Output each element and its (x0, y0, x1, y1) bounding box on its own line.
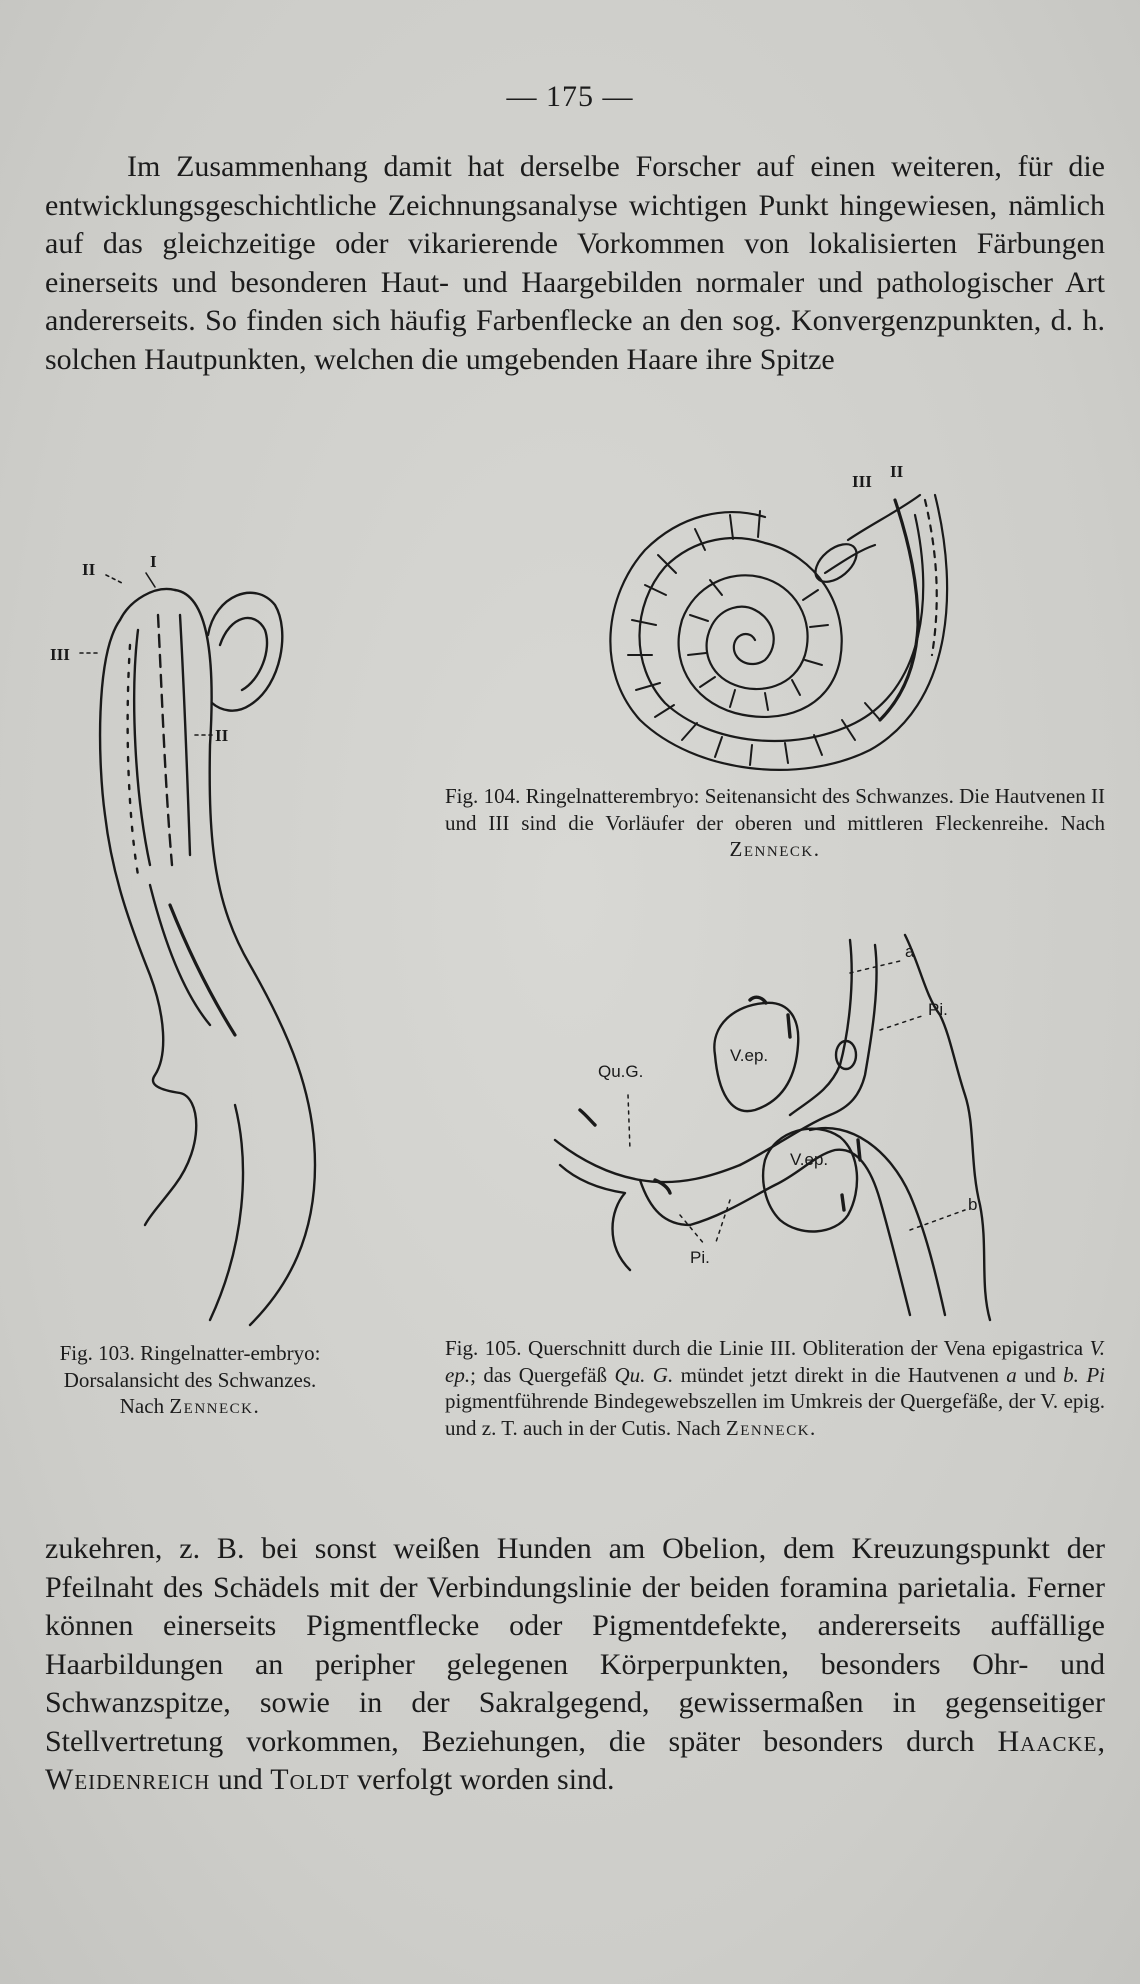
paragraph-top (45, 148, 1105, 379)
fig103-label-side-iii: III (50, 645, 70, 664)
author-haacke: Haacke (997, 1724, 1098, 1758)
fig105-caption-mid3: und (1024, 1362, 1056, 1387)
page-number: — 175 — (506, 80, 634, 113)
fig105-ital-vep: V. ep. (445, 1336, 1105, 1387)
fig105-caption-mid1: ; das Quergefäß (470, 1362, 607, 1387)
figure-105-cross-section (550, 925, 1000, 1325)
paragraph-bottom-end: verfolgt worden sind. (349, 1763, 615, 1796)
fig105-label-vep-lower: V.ep. (790, 1150, 829, 1169)
paragraph-bottom (45, 1530, 1105, 1800)
figure-105-caption (445, 1335, 1105, 1441)
figure-104-spiral-tail (600, 455, 960, 785)
figure-104-caption (445, 783, 1105, 863)
fig105-ital-a: a (1006, 1362, 1017, 1387)
paragraph-top-text: Im Zusammenhang damit hat derselbe Forscher auf einen weiteren, für die entwicklungsgeschichtliche Zeichnungsanalyse wichtigen Punkt hingewiesen, nämlich auf das gleichzeitige oder vikarierende Vorkommen von lokalisierten Färbungen einerseits und besonderen Haut- und Haargebilden normaler und pathologischer Art andererseits. So finden sich häufig Farbenflecke an den sog. Konvergenzpunkten, d. h. solchen Hautpunkten, welchen die umgebenden Haare ihre Spitze (45, 150, 1105, 376)
figure-103-caption (45, 1340, 335, 1420)
fig103-caption-text: Fig. 103. Ringelnatter-embryo: Dorsalansicht des Schwanzes. Nach (59, 1341, 321, 1418)
fig105-caption-pre: Fig. 105. Querschnitt durch die Linie III. Obliteration der Vena epigastrica (445, 1336, 1084, 1360)
figure-103-dorsal-tail (50, 545, 340, 1335)
fig105-ital-pi: Pi (1086, 1362, 1106, 1387)
fig103-label-side-ii: II (215, 726, 229, 745)
fig105-label-pi-top: Pi. (928, 1000, 948, 1019)
fig105-label-vep-upper: V.ep. (730, 1046, 769, 1065)
fig104-label-ii: II (890, 462, 904, 481)
fig105-caption-mid4: pigmentführende Bindegewebszellen im Umkreis der Quergefäße, der V. epig. und z. T. auch in der Cutis. Nach (445, 1389, 1105, 1440)
fig105-label-qu-g: Qu.G. (598, 1062, 644, 1081)
fig104-label-iii: III (852, 472, 872, 491)
fig105-caption-author: Zenneck. (725, 1415, 817, 1440)
paragraph-bottom-part1: zukehren, z. B. bei sonst weißen Hunden am Obelion, dem Kreuzungspunkt der Pfeilnaht des Schädels mit der Verbindungslinie der beiden foramina parietalia. Ferner können einerseits Pigmentflecke oder Pigmentdefekte, andererseits auffällige Haarbildungen an peripher gelegenen Körperpunkten, besonders Ohr- und Schwanzspitze, sowie in der Sakralgegend, gewissermaßen in gegenseitiger Stellvertretung vorkommen, Beziehungen, die später besonders durch (45, 1532, 1105, 1758)
fig105-ital-qug: Qu. G. (614, 1362, 674, 1387)
fig104-caption-text: Fig. 104. Ringelnatterembryo: Seitenansicht des Schwanzes. Die Hautvenen II und III sind die Vorläufer der oberen und mittleren Fleckenreihe. Nach (445, 784, 1105, 835)
fig103-label-top-ii: II (82, 560, 96, 579)
paragraph-bottom-mid: und (210, 1763, 271, 1796)
fig103-caption-author: Zenneck. (169, 1394, 261, 1418)
fig105-label-b: b (968, 1195, 978, 1214)
fig105-label-a: a (905, 942, 915, 961)
fig105-label-pi-bottom: Pi. (690, 1248, 710, 1267)
paragraph-bottom-text (45, 1530, 1105, 1800)
author-toldt: Toldt (270, 1763, 350, 1796)
fig104-caption-author: Zenneck. (729, 837, 821, 861)
fig103-label-top-i: I (150, 552, 157, 571)
fig105-ital-b: b. (1063, 1362, 1079, 1387)
fig105-caption-mid2: mündet jetzt direkt in die Hautvenen (680, 1362, 999, 1387)
author-weidenreich: Weidenreich (45, 1763, 211, 1796)
paragraph-bottom-sep: , (1097, 1724, 1105, 1758)
